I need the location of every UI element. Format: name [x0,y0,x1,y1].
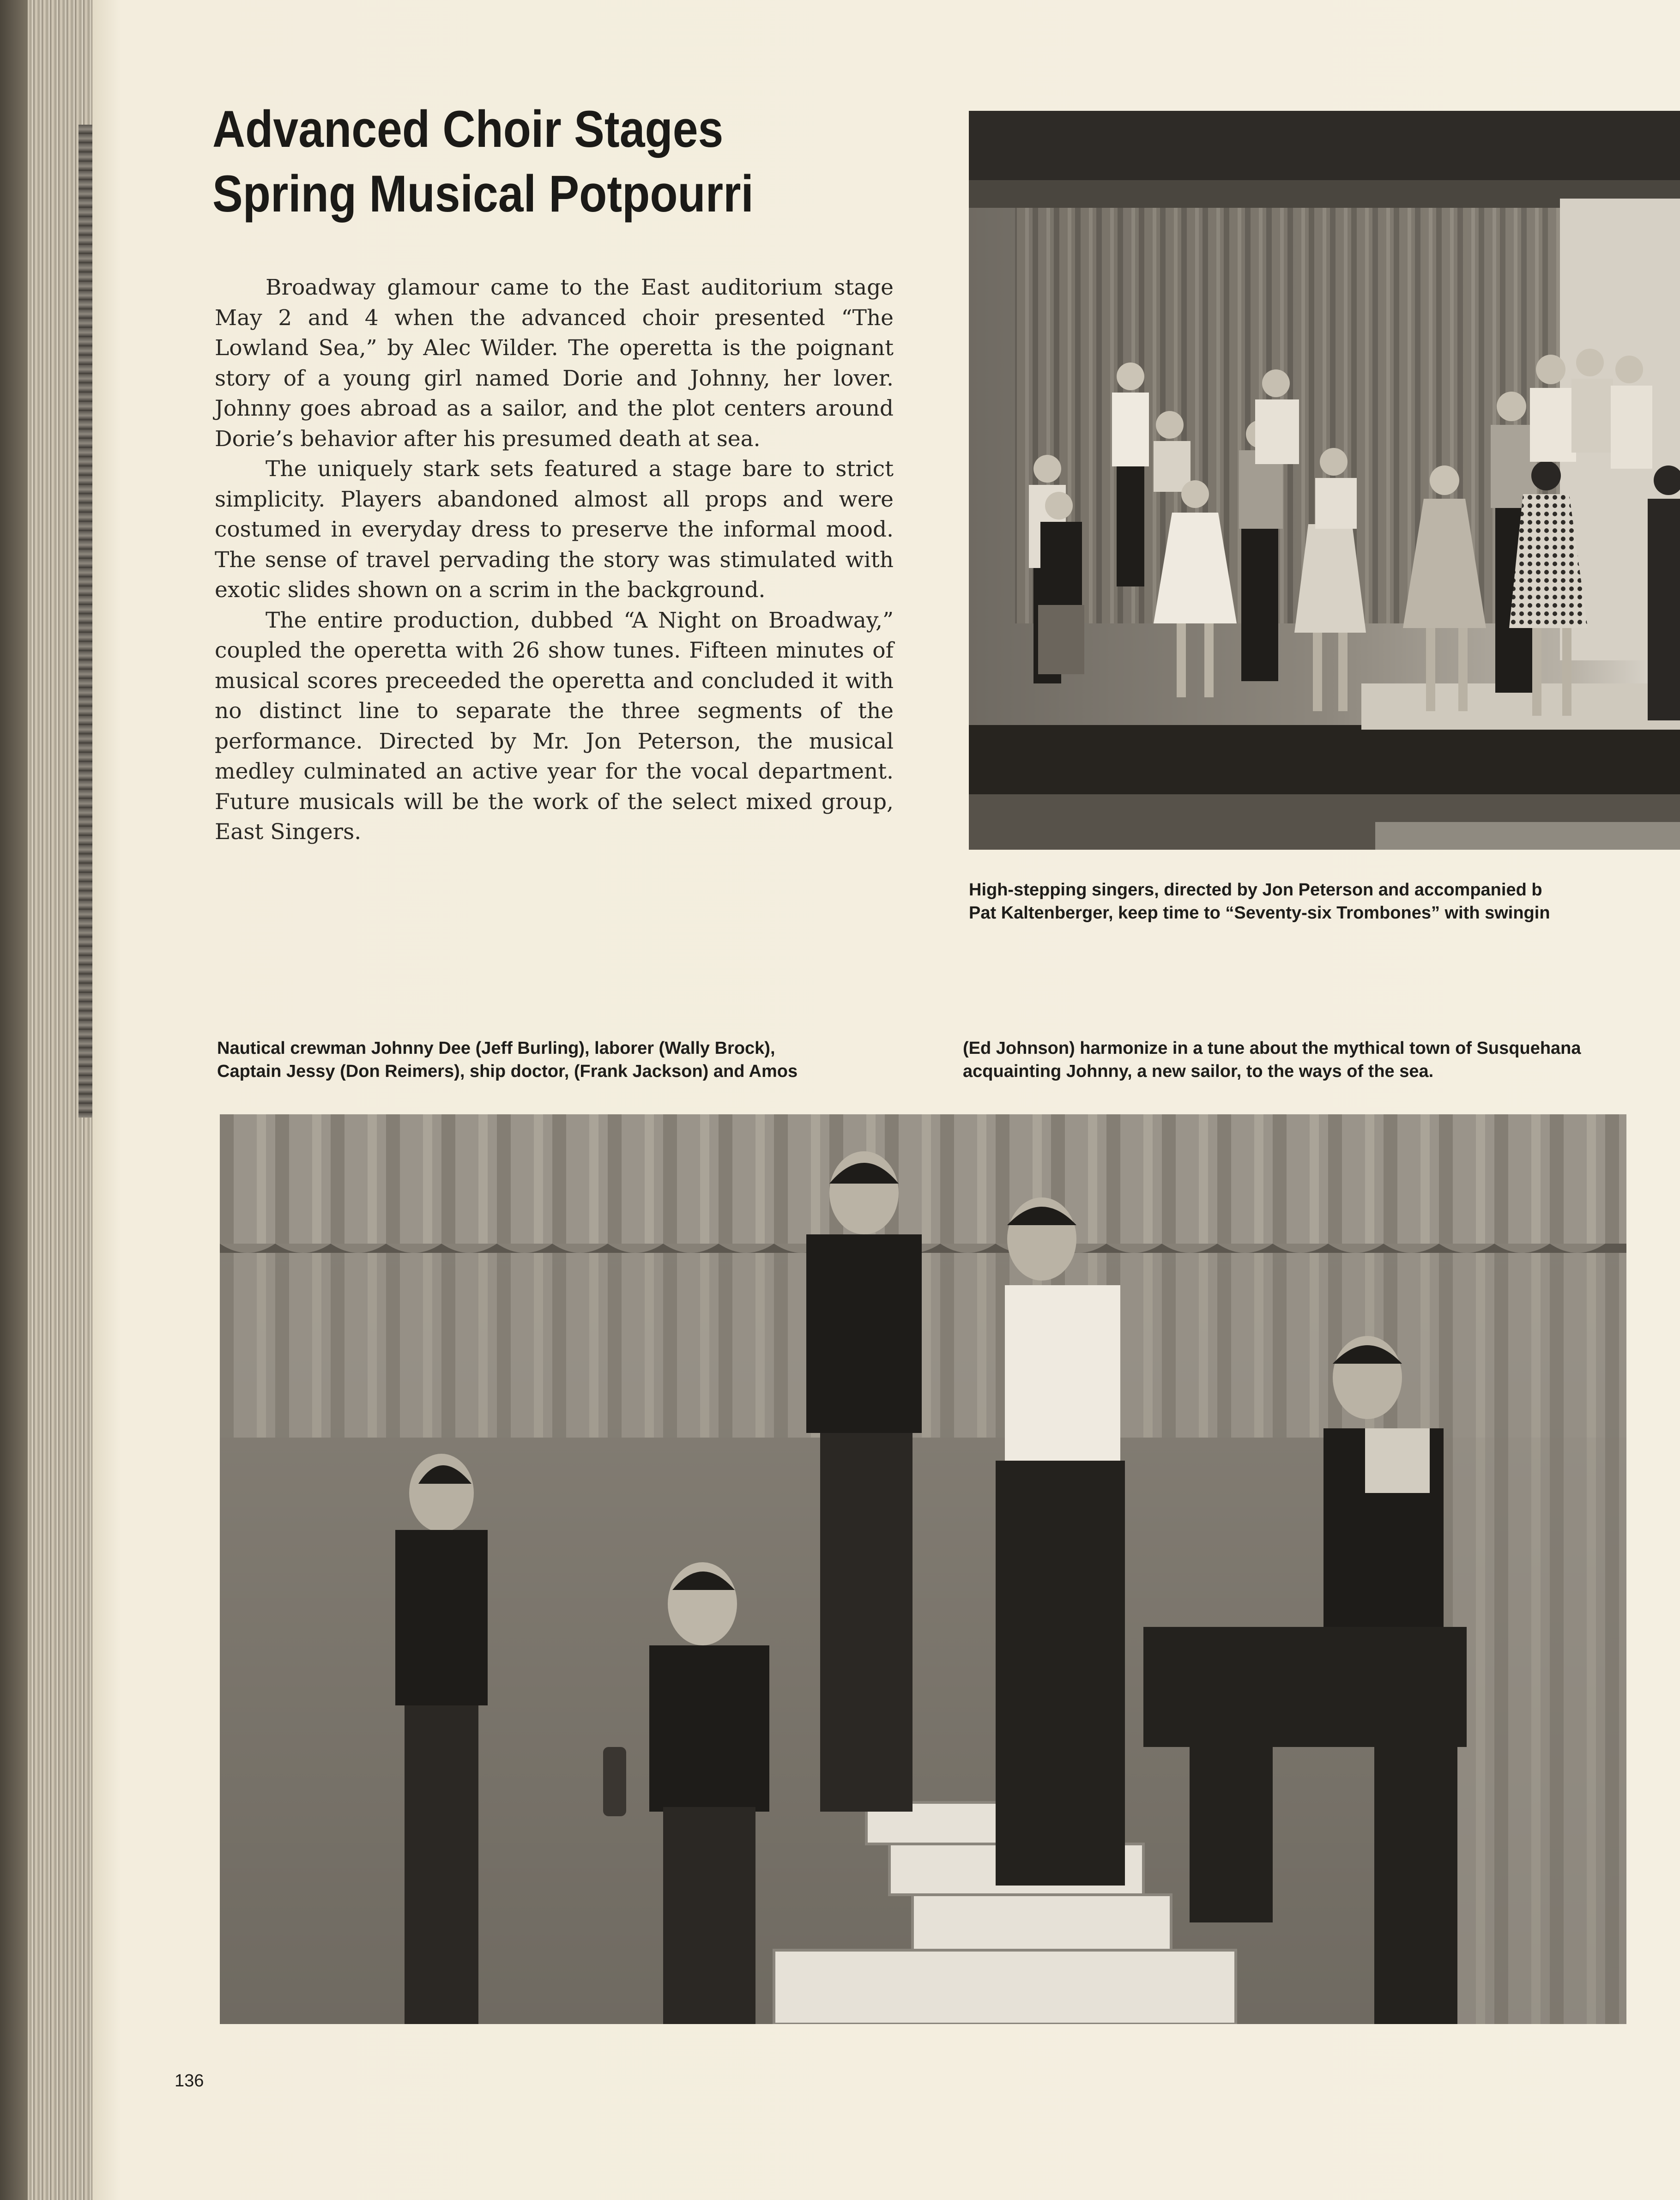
caption-line: Captain Jessy (Don Reimers), ship doctor, (Frank Jackson) and Amos [217,1062,798,1081]
article-paragraph: The entire production, dubbed “A Night on Broadway,” coupled the operetta with 26 show tunes. Fifteen minutes of musical scores preceeded the operetta and concluded it with no distinct line to separate the three segments of the performance. Directed by Mr. Jon Peterson, the musical medley culminated an active year for the vocal department. Future musicals will be the work of the select mixed group, East Singers. [215,607,894,845]
bottom-photo-caption-left [217,1037,900,1083]
book-spine-shadow [0,0,28,2200]
article-body [215,272,894,847]
caption-line: High-stepping singers, directed by Jon Peterson and accompanied b [969,880,1542,900]
facing-page-photo-edge [79,125,92,1118]
top-photo-caption [969,878,1680,925]
page-number: 136 [175,2071,204,2091]
bottom-photo-caption-right [963,1037,1680,1083]
title-line-2: Spring Musical Potpourri [212,165,754,223]
article-paragraph: The uniquely stark sets featured a stage bare to strict simplicity. Players abandoned almost all props and were costumed in everyday dress to preserve the informal mood. The sense of travel pervading the story was stimulated with exotic slides shown on a scrim in the background. [215,456,894,603]
caption-line: Pat Kaltenberger, keep time to “Seventy-six Trombones” with swingin [969,903,1550,923]
photo-choir-on-stage [969,111,1680,850]
title-line-1: Advanced Choir Stages [212,100,724,158]
caption-line: Nautical crewman Johnny Dee (Jeff Burling), laborer (Wally Brock), [217,1039,775,1058]
photo-sailors-on-steps [220,1114,1626,2024]
caption-line: (Ed Johnson) harmonize in a tune about the mythical town of Susquehana [963,1039,1581,1058]
caption-line: acquainting Johnny, a new sailor, to the ways of the sea. [963,1062,1434,1081]
article-title [212,97,863,226]
article-paragraph: Broadway glamour came to the East auditorium stage May 2 and 4 when the advanced choir presented “The Lowland Sea,” by Alec Wilder. The operetta is the poignant story of a young girl named Dorie and Johnny, her lover. Johnny goes abroad as a sailor, and the plot centers around Dorie’s behavior after his presumed death at sea. [215,275,894,452]
